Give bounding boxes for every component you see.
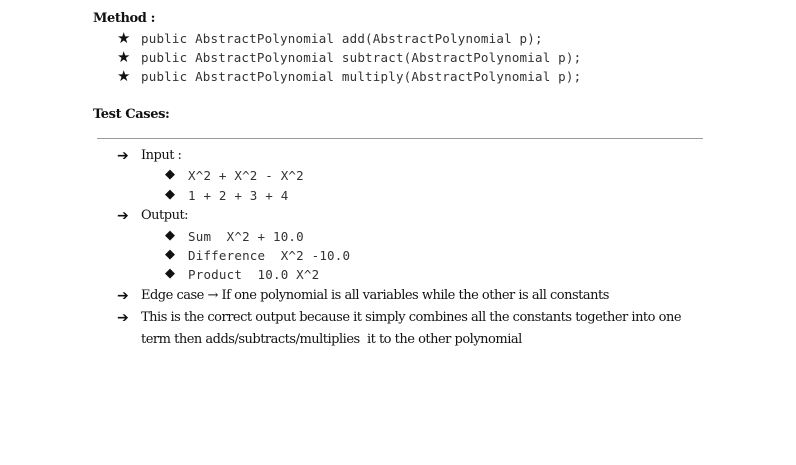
diamond-bullet-icon: ◆ <box>165 187 175 202</box>
diamond-bullet-icon: ◆ <box>165 228 175 243</box>
input-item: X^2 + X^2 - X^2 <box>188 168 304 183</box>
star-bullet-icon: ★ <box>117 29 131 47</box>
method-multiply-signature: public AbstractPolynomial multiply(AbstractPolynomial p); <box>141 69 582 84</box>
method-subtract-signature: public AbstractPolynomial subtract(AbstractPolynomial p); <box>141 50 582 65</box>
method-heading: Method : <box>93 11 156 26</box>
input-label: Input : <box>141 148 182 163</box>
star-bullet-icon: ★ <box>117 48 131 66</box>
output-item-sum: Sum X^2 + 10.0 <box>188 229 304 244</box>
output-item-difference: Difference X^2 -10.0 <box>188 248 351 263</box>
explanation-line-2: term then adds/subtracts/multiplies it to the other polynomial <box>141 332 522 347</box>
star-bullet-icon: ★ <box>117 67 131 85</box>
arrow-bullet-icon: ➔ <box>117 310 129 326</box>
edge-case-text: Edge case → If one polynomial is all variables while the other is all constants <box>141 288 609 303</box>
section-divider <box>97 138 703 139</box>
diamond-bullet-icon: ◆ <box>165 247 175 262</box>
output-item-product: Product 10.0 X^2 <box>188 267 320 282</box>
arrow-bullet-icon: ➔ <box>117 288 129 304</box>
output-label: Output: <box>141 208 189 223</box>
input-item: 1 + 2 + 3 + 4 <box>188 188 289 203</box>
test-cases-heading: Test Cases: <box>93 107 170 122</box>
method-add-signature: public AbstractPolynomial add(AbstractPolynomial p); <box>141 31 543 46</box>
diamond-bullet-icon: ◆ <box>165 167 175 182</box>
explanation-line-1: This is the correct output because it simply combines all the constants together into one <box>141 310 682 325</box>
arrow-bullet-icon: ➔ <box>117 148 129 164</box>
diamond-bullet-icon: ◆ <box>165 266 175 281</box>
arrow-bullet-icon: ➔ <box>117 208 129 224</box>
